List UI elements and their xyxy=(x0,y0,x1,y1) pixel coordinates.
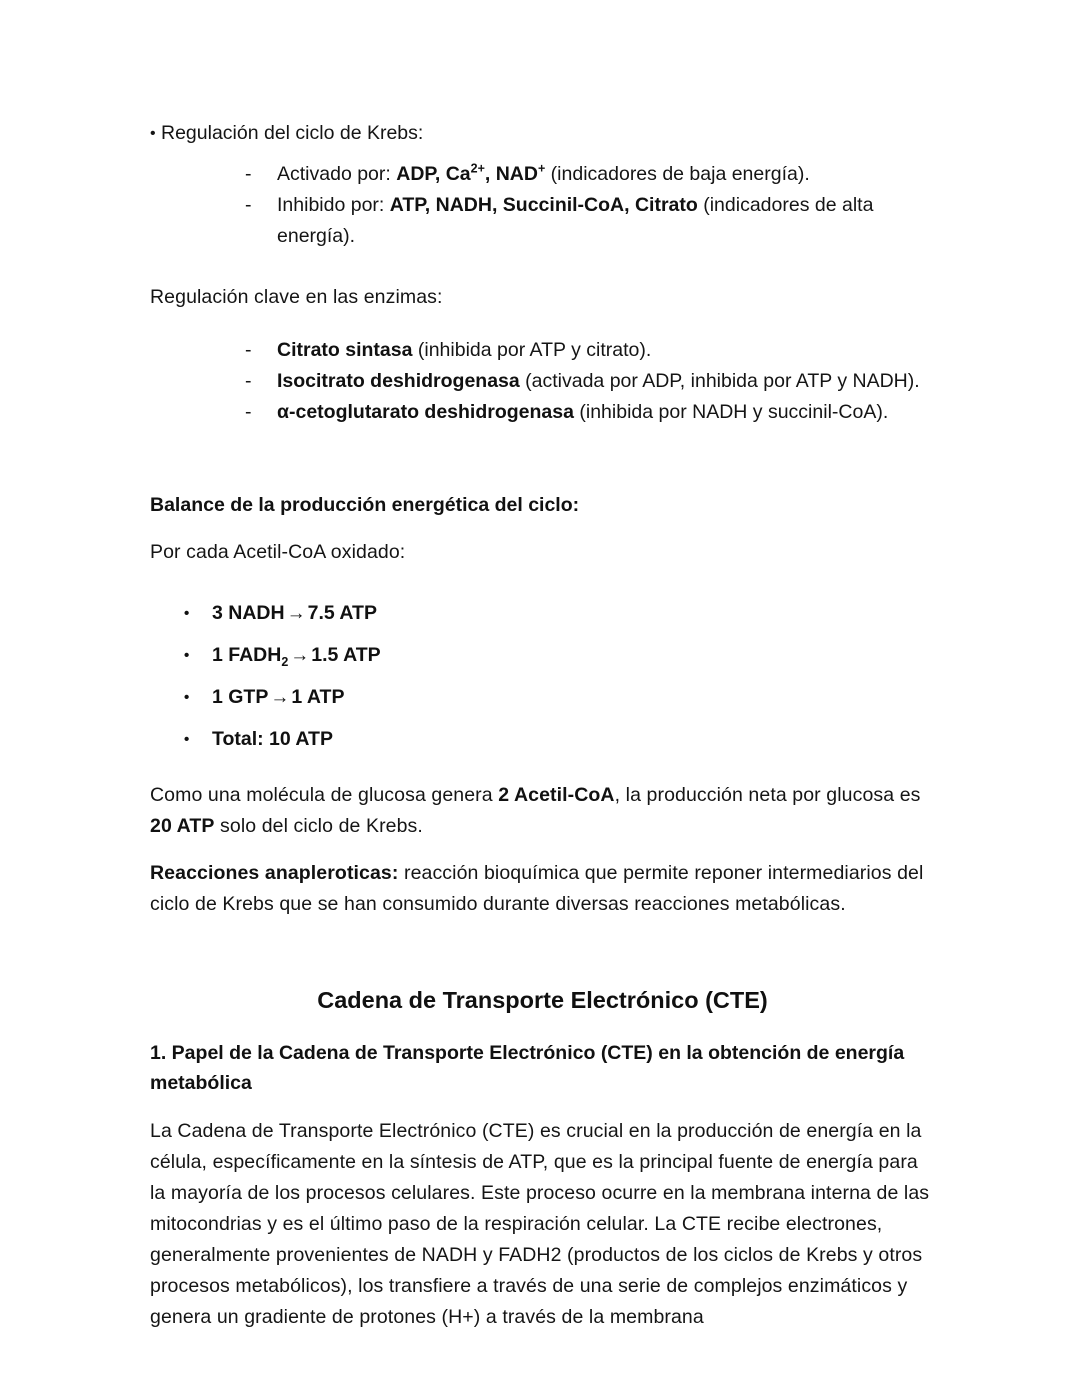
superscript-charge-1: 2+ xyxy=(470,161,485,176)
energy-balance-heading: Balance de la producción energética del ciclo: xyxy=(150,494,580,516)
reaction-right: 1.5 ATP xyxy=(311,644,381,666)
list-item xyxy=(150,724,935,755)
spacer xyxy=(150,428,935,490)
spacer xyxy=(150,584,935,598)
list-item-text xyxy=(212,602,377,624)
krebs-regulation-heading-text: Regulación del ciclo de Krebs: xyxy=(161,122,424,144)
item-bold-mid: , NAD xyxy=(484,163,538,185)
list-item-text xyxy=(277,370,920,392)
reaction-left: 1 FADH xyxy=(212,644,282,666)
bullet-dot-icon: • xyxy=(184,731,190,748)
item-bold-1 xyxy=(396,163,545,185)
list-item-text xyxy=(277,339,651,361)
item-tail: (indicadores de baja energía). xyxy=(545,163,810,185)
spacer xyxy=(150,936,935,984)
enzyme-regulation-list xyxy=(150,335,935,428)
krebs-regulation-heading xyxy=(150,118,935,149)
list-item xyxy=(150,682,935,713)
list-item xyxy=(150,397,935,428)
document-content xyxy=(150,118,935,1333)
list-item xyxy=(150,190,935,252)
item-bold: ATP, NADH, Succinil-CoA, Citrato xyxy=(389,194,698,216)
summary-part-3: solo del ciclo de Krebs. xyxy=(214,815,423,837)
summary-part-1: Como una molécula de glucosa genera xyxy=(150,784,499,806)
krebs-regulation-list xyxy=(150,159,935,252)
list-item-text xyxy=(277,163,810,185)
list-item xyxy=(150,366,935,397)
bullet-dot-icon: • xyxy=(184,605,190,622)
item-lead: Inhibido por: xyxy=(277,194,390,216)
reaction-left: 1 GTP xyxy=(212,686,269,708)
energy-balance-list xyxy=(150,598,935,755)
anaplerotic-label: Reacciones anapleroticas: xyxy=(150,862,399,884)
list-item xyxy=(150,598,935,629)
item-tail: (indicadores de alta energía). xyxy=(277,194,874,247)
spacer xyxy=(150,252,935,282)
list-item-text xyxy=(212,644,381,669)
list-item xyxy=(150,640,935,671)
item-bold: α-cetoglutarato deshidrogenasa xyxy=(277,401,574,423)
subscript-count: 2 xyxy=(281,654,289,669)
summary-bold-1: 2 Acetil-CoA xyxy=(498,784,615,806)
dash-marker-icon: - xyxy=(245,194,252,216)
list-item xyxy=(150,335,935,366)
energy-balance-summary xyxy=(150,780,935,842)
page-title: Cadena de Transporte Electrónico (CTE) xyxy=(317,987,768,1013)
item-bold: Citrato sintasa xyxy=(277,339,413,361)
reaction-right: 1 ATP xyxy=(291,686,345,708)
spacer xyxy=(150,321,935,335)
summary-part-2: , la producción neta por glucosa es xyxy=(614,784,921,806)
list-item-text xyxy=(212,686,344,708)
bullet-dot-icon: • xyxy=(184,647,190,664)
superscript-charge-2: + xyxy=(537,161,546,176)
item-tail: (activada por ADP, inhibida por ATP y NADH). xyxy=(519,370,920,392)
dash-marker-icon: - xyxy=(245,401,252,423)
arrow-right-icon: → xyxy=(270,687,290,708)
dash-marker-icon: - xyxy=(245,339,252,361)
bullet-dot-icon: • xyxy=(184,689,190,706)
cte-body-paragraph: La Cadena de Transporte Electrónico (CTE) es crucial en la producción de energía en la célula, específicamente en la síntesis de ATP, que es la principal fuente de energía para la mayoría de los procesos celulares. Este proceso ocurre en la membrana interna de las mitocondrias y es el último paso de la respiración celular. La CTE recibe electrones, generalmente provenientes de NADH y FADH2 (productos de los ciclos de Krebs y otros procesos metabólicos), los transfiere a través de una serie de complejos enzimáticos y genera un gradiente de protones (H+) a través de la membrana xyxy=(150,1120,930,1328)
item-bold-prefix: ADP, Ca xyxy=(396,163,471,185)
spacer xyxy=(150,766,935,780)
dash-marker-icon: - xyxy=(245,163,252,185)
energy-balance-intro: Por cada Acetil-CoA oxidado: xyxy=(150,541,406,563)
list-item-text xyxy=(277,401,888,423)
dash-marker-icon: - xyxy=(245,370,252,392)
item-bold: Isocitrato deshidrogenasa xyxy=(277,370,520,392)
list-item xyxy=(150,159,935,190)
arrow-right-icon: → xyxy=(290,645,310,666)
item-tail: (inhibida por NADH y succinil-CoA). xyxy=(573,401,889,423)
enzyme-regulation-heading: Regulación clave en las enzimas: xyxy=(150,286,443,308)
section-subtitle: 1. Papel de la Cadena de Transporte Electrónico (CTE) en la obtención de energía metabólica xyxy=(150,1042,905,1094)
item-lead: Activado por: xyxy=(277,163,397,185)
arrow-right-icon: → xyxy=(286,603,306,624)
anaplerotic-text: reacción bioquímica que permite reponer intermediarios del ciclo de Krebs que se han consumido durante diversas reacciones metabólicas. xyxy=(150,862,924,915)
reaction-right: 7.5 ATP xyxy=(307,602,377,624)
list-item-text xyxy=(277,194,873,247)
summary-bold-2: 20 ATP xyxy=(150,815,215,837)
anaplerotic-reactions xyxy=(150,858,935,920)
item-tail: (inhibida por ATP y citrato). xyxy=(412,339,652,361)
list-item-text: Total: 10 ATP xyxy=(212,728,333,750)
reaction-left: 3 NADH xyxy=(212,602,285,624)
bullet-dot-icon: • xyxy=(150,125,156,142)
